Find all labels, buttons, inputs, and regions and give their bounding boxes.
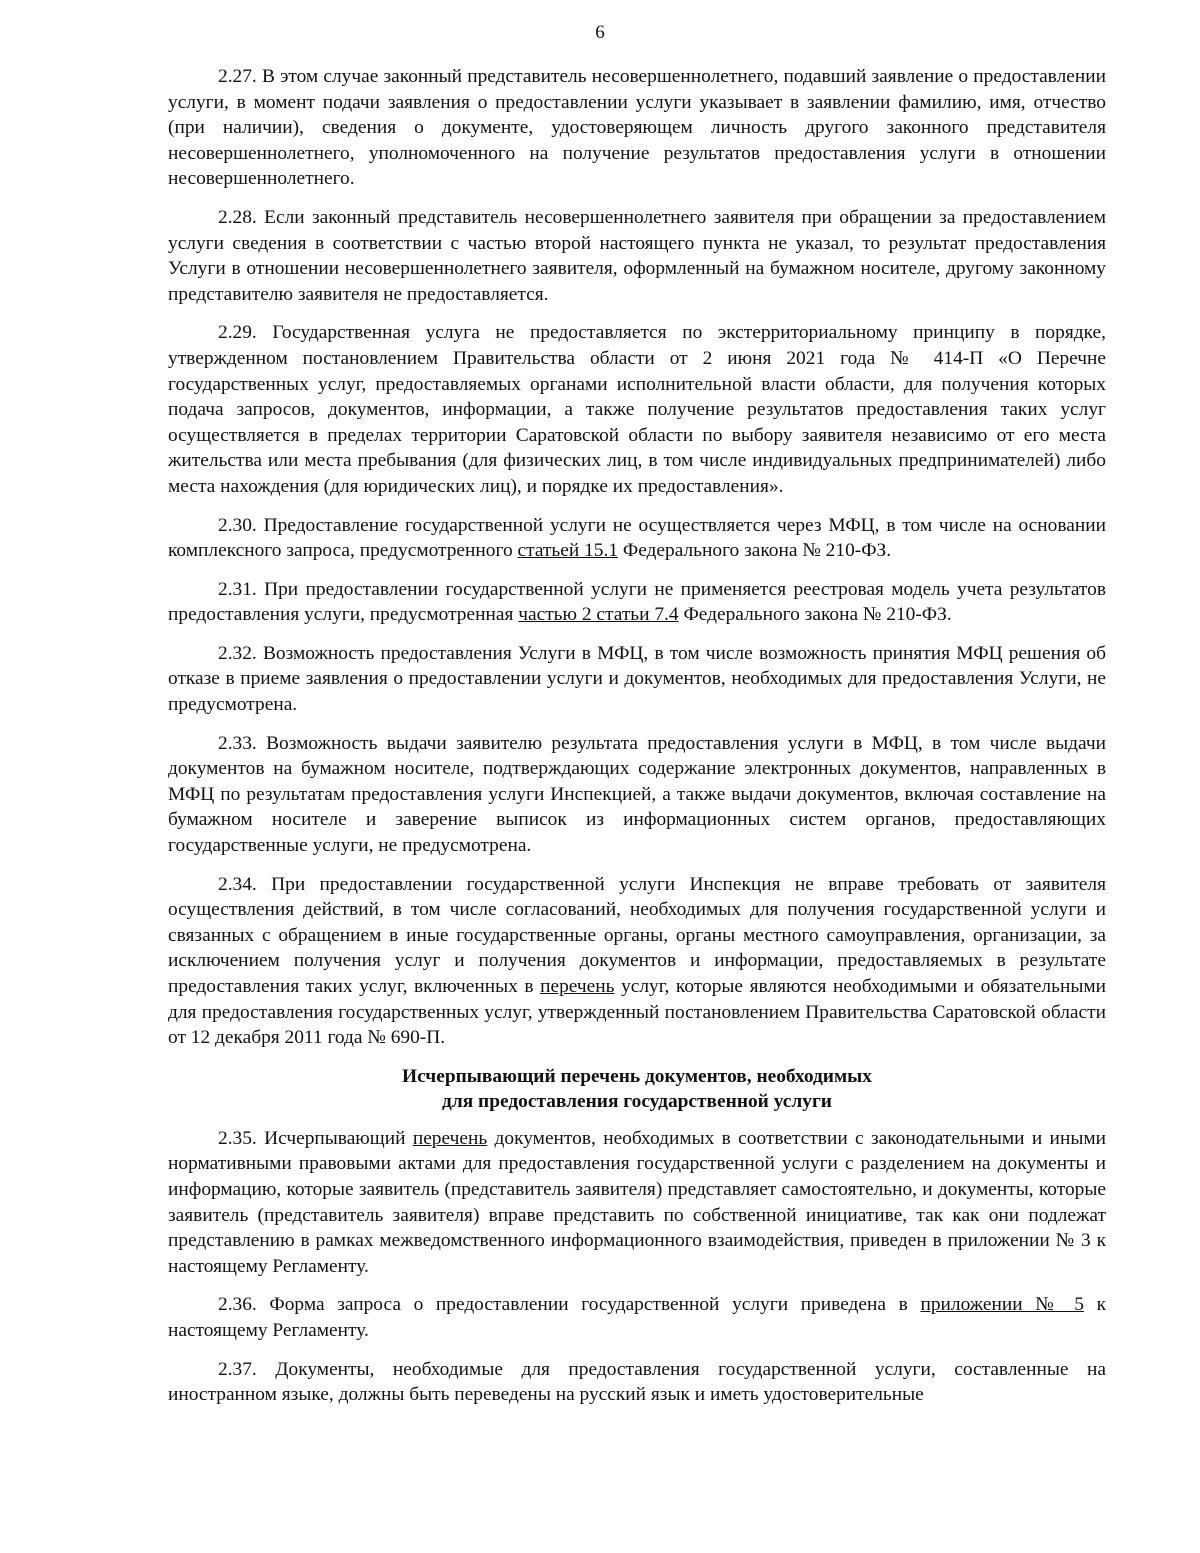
paragraph-2-36-text: 2.36. Форма запроса о предоставлении государственной услуги приведена в — [218, 1294, 921, 1316]
paragraph-2-34-text: 2.34. При предоставлении государственной услуги Инспекция не вправе требовать от заявителя осуществления действий, в том числе согласований, необходимых для получения государственной услуги и связанных с обращением в иные государственные органы, органы местного самоуправления, организации, за исключением получения услуг и получения документов и информации, предоставляемых в результате предоставления таких услуг, включенных в — [168, 873, 1106, 997]
law-article-link[interactable]: статьей 15.1 — [517, 540, 619, 562]
paragraph-2-30-text-end: Федерального закона № 210-ФЗ. — [618, 540, 892, 562]
paragraph-2-35-text: 2.35. Исчерпывающий — [218, 1127, 413, 1149]
paragraph-2-31 — [168, 577, 1106, 628]
paragraph-2-31-text: 2.31. При предоставлении государственной услуги не применяется реестровая модель учета результатов предоставления услуги, предусмотренная — [168, 578, 1106, 626]
paragraph-2-33: 2.33. Возможность выдачи заявителю результата предоставления услуги в МФЦ, в том числе выдачи документов на бумажном носителе, подтверждающих содержание электронных документов, направленных в МФЦ по результатам предоставления услуги Инспекцией, а также выдачи документов, включая составление на бумажном носителе и заверение выписок из информационных систем органов, предоставляющих государственные услуги, не предусмотрена. — [168, 732, 1106, 857]
paragraph-2-36 — [168, 1292, 1106, 1343]
document-body — [168, 64, 1106, 1421]
paragraph-2-30 — [168, 513, 1106, 564]
paragraph-2-35-text-end: документов, необходимых в соответствии с законодательными и иными нормативными правовыми актами для предоставления государственной услуги с разделением на документы и информацию, которые заявитель (представитель заявителя) представляет самостоятельно, и документы, которые заявитель (представитель заявителя) вправе представить по собственной инициативе, так как они подлежат представлению в рамках межведомственного информационного взаимодействия, приведен в приложении № 3 к настоящему Регламенту. — [168, 1127, 1106, 1277]
paragraph-2-27: 2.27. В этом случае законный представитель несовершеннолетнего, подавший заявление о предоставлении услуги, в момент подачи заявления о предоставлении услуги указывает в заявлении фамилию, имя, отчество (при наличии), сведения о документе, удостоверяющем личность другого законного представителя несовершеннолетнего, уполномоченного на получение результатов предоставления услуги в отношении несовершеннолетнего. — [168, 66, 1106, 190]
appendix-link[interactable]: приложении № 5 — [920, 1294, 1084, 1316]
paragraph-2-29: 2.29. Государственная услуга не предоставляется по экстерриториальному принципу в порядке, утвержденном постановлением Правительства области от 2 июня 2021 года № 414-П «О Перечне государственных услуг, предоставляемых органами исполнительной власти области, для получения которых подача запросов, документов, информации, а также получение результатов предоставления таких услуг осуществляется в пределах территории Саратовской области по выбору заявителя независимо от его места жительства или места пребывания (для физических лиц, в том числе индивидуальных предпринимателей) либо места нахождения (для юридических лиц), и порядке их предоставления». — [168, 322, 1106, 497]
paragraph-2-35 — [168, 1126, 1106, 1280]
paragraph-2-34-text-end: услуг, которые являются необходимыми и обязательными для предоставления государственных услуг, утвержденный постановлением Правительства Саратовской области от 12 декабря 2011 года № 690-П. — [168, 976, 1107, 1049]
page-number: 6 — [595, 22, 605, 43]
paragraph-2-31-text-end: Федерального закона № 210-ФЗ. — [678, 604, 952, 626]
law-article-link[interactable]: частью 2 статьи 7.4 — [518, 604, 679, 626]
paragraph-2-30-text: 2.30. Предоставление государственной услуги не осуществляется через МФЦ, в том числе на основании комплексного запроса, предусмотренного — [168, 514, 1106, 562]
paragraph-2-28: 2.28. Если законный представитель несовершеннолетнего заявителя при обращении за предоставлением услуги сведения в соответствии с частью второй настоящего пункта не указал, то результат предоставления Услуги в отношении несовершеннолетнего заявителя, оформленный на бумажном носителе, другому законному представителю заявителя не предоставляется. — [168, 206, 1106, 305]
section-heading — [168, 1064, 1106, 1114]
paragraph-2-34 — [168, 872, 1106, 1051]
list-reference-link[interactable]: перечень — [412, 1127, 488, 1149]
paragraph-2-36-text-end: к настоящему Регламенту. — [168, 1294, 1106, 1341]
paragraph-2-32: 2.32. Возможность предоставления Услуги в МФЦ, в том числе возможность принятия МФЦ решения об отказе в приеме заявления о предоставлении услуги и документов, необходимых для предоставления Услуги, не предусмотрена. — [168, 642, 1106, 716]
paragraph-2-37: 2.37. Документы, необходимые для предоставления государственной услуги, составленные на иностранном языке, должны быть переведены на русский язык и иметь удостоверительные — [168, 1358, 1106, 1406]
section-heading-line-1: Исчерпывающий перечень документов, необходимых — [401, 1065, 872, 1087]
list-reference-link[interactable]: перечень — [540, 976, 615, 997]
section-heading-line-2: для предоставления государственной услуги — [442, 1090, 832, 1112]
